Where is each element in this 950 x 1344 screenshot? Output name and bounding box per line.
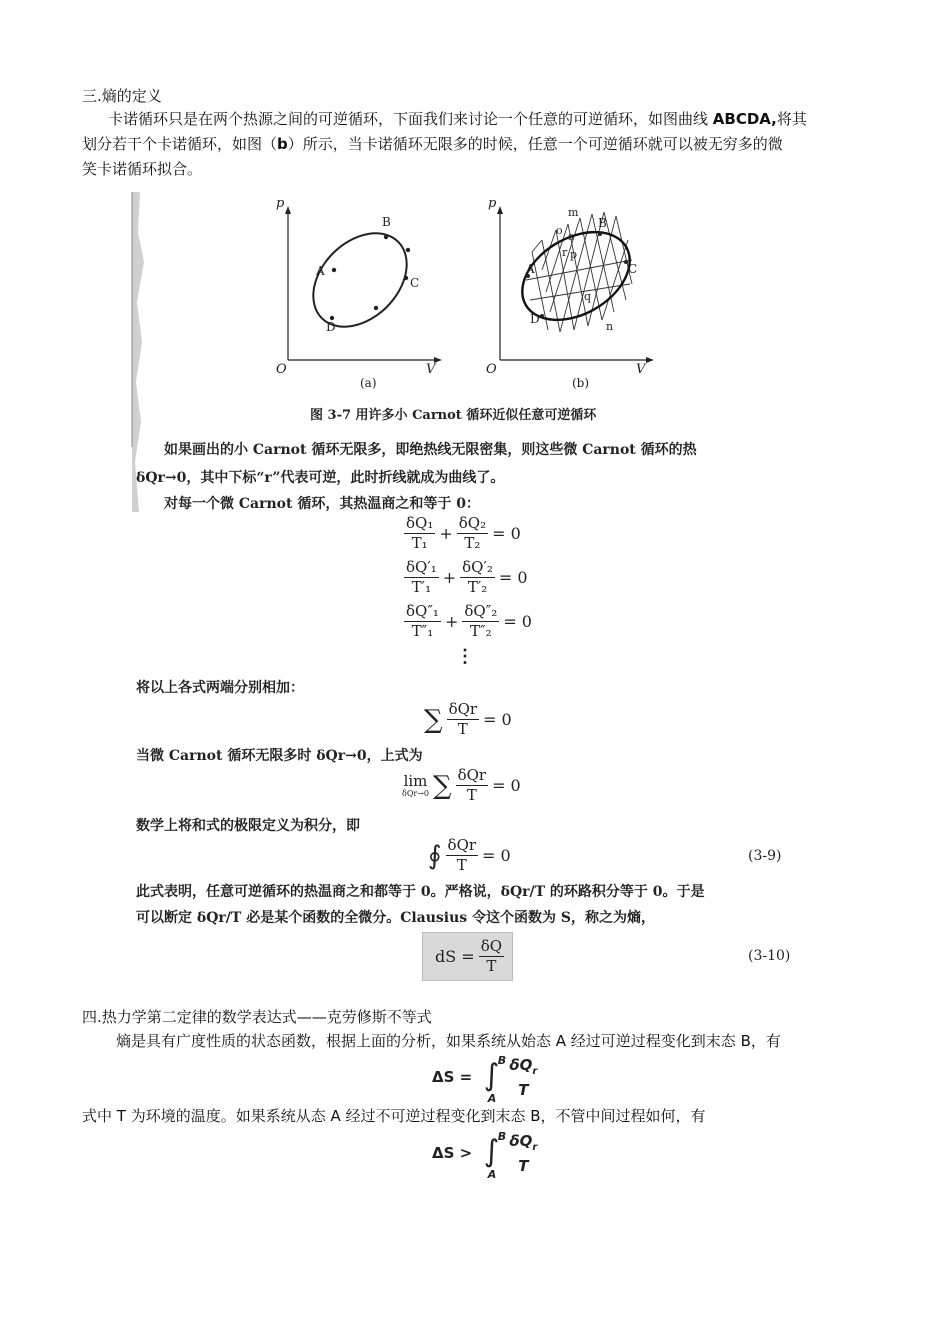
paragraph-line-3: 笑卡诺循环拟合。 xyxy=(82,160,203,178)
vertical-ellipsis: ⋮ xyxy=(456,646,474,667)
point-c-label-b: C xyxy=(628,262,638,276)
point-a-label: A xyxy=(316,264,325,278)
frac-den: T xyxy=(466,786,477,804)
point-s-label: s xyxy=(568,230,574,243)
paragraph-line-1 xyxy=(108,107,807,131)
frac-den: T″₁ xyxy=(411,622,434,640)
point-n-label: n xyxy=(606,320,614,333)
text-segment: 将其 xyxy=(776,110,807,128)
frac-num: δQ′₂ xyxy=(462,558,493,576)
axis-v-label-b: V xyxy=(636,362,646,377)
integral-symbol: ∫ xyxy=(483,1058,500,1093)
equation-rhs: = 0 xyxy=(498,568,528,587)
point-b-label-b: B xyxy=(598,216,607,230)
scan-text-line-3: 对每一个微 Carnot 循环，其热温商之和等于 0： xyxy=(164,496,480,512)
sum-symbol: ∑ xyxy=(424,704,443,735)
figure-b-pv-diagram xyxy=(480,200,660,390)
equation-rhs: = 0 xyxy=(503,612,532,631)
scanned-textbook-page xyxy=(128,192,808,992)
scan-text-line-1: 如果画出的小 Carnot 循环无限多，即绝热线无限密集，则这些微 Carnot 循环的热 xyxy=(164,442,697,458)
frac-num: δQ xyxy=(480,937,503,955)
point-p-label: p xyxy=(570,248,578,261)
origin-label-b: O xyxy=(486,362,497,377)
bold-b: b xyxy=(277,135,288,153)
formula-numerator: δQ xyxy=(509,1055,533,1074)
subfigure-a-label: (a) xyxy=(360,376,377,390)
frac-num: δQ″₁ xyxy=(406,602,439,620)
point-d-label: D xyxy=(326,320,336,334)
figure-caption: 图 3-7 用许多小 Carnot 循环近似任意可逆循环 xyxy=(310,408,597,423)
lim-subscript: δQr→0 xyxy=(402,788,429,798)
sum-symbol: ∑ xyxy=(433,770,452,801)
integral-symbol: ∫ xyxy=(483,1134,500,1169)
figure-a-pv-diagram xyxy=(268,200,448,390)
frac-num: δQr xyxy=(447,836,477,854)
axis-v-label-a: V xyxy=(426,362,436,377)
frac-den: T₂ xyxy=(464,534,481,552)
text-segment: 卡诺循环只是在两个热源之间的可逆循环，下面我们来讨论一个任意的可逆循环，如图曲线 xyxy=(108,110,713,128)
scan-text-line-5: 当微 Carnot 循环无限多时 δQr→0，上式为 xyxy=(136,748,423,764)
point-d-label-b: D xyxy=(530,312,540,326)
frac-num: δQ₂ xyxy=(458,514,487,532)
equation-number-3-10: (3-10) xyxy=(748,948,791,964)
formula-numerator: δQ xyxy=(509,1131,533,1150)
point-m-label: m xyxy=(568,206,579,219)
equation-rhs: = 0 xyxy=(492,776,521,795)
bold-abcda: ABCDA, xyxy=(712,110,777,128)
frac-den: T′₂ xyxy=(467,578,488,596)
carnot-equation-2: $\frac{\text{δQ′₁}}{\text{T′₁}}$ + $\frac{\text{δQ′₂}}{\text{T′₂}}$ = 0 xyxy=(406,558,528,596)
formula-subscript: r xyxy=(532,1065,538,1077)
scan-text-line-8: 可以断定 δQr/T 必是某个函数的全微分。Clausius 令这个函数为 S，称之为熵， xyxy=(136,910,656,926)
frac-num: δQ₁ xyxy=(406,514,434,532)
section-heading-second-law: 四.热力学第二定律的数学表达式——克劳修斯不等式 xyxy=(82,1008,432,1026)
paragraph-line-2 xyxy=(82,132,783,156)
sum-equation xyxy=(420,700,516,739)
formula-denominator: T xyxy=(518,1156,529,1175)
frac-den: T xyxy=(457,720,468,738)
frac-den: T xyxy=(486,957,497,975)
frac-den: T″₂ xyxy=(470,622,492,640)
section4-paragraph-2: 式中 T 为环境的温度。如果系统从态 A 经过不可逆过程变化到末态 B，不管中间过程如何，有 xyxy=(82,1107,706,1125)
text-segment: 划分若干个卡诺循环，如图（ xyxy=(82,135,278,153)
contour-integral-symbol: ∮ xyxy=(428,840,442,871)
carnot-equation-1: $\frac{\text{δQ₁}}{\text{T₁}}$ + $\frac{\text{δQ₂}}{\text{T₂}}$ = 0 xyxy=(406,514,521,552)
text-segment: ）所示，当卡诺循环无限多的时候，任意一个可逆循环就可以被无穷多的微 xyxy=(287,135,783,153)
scan-text-line-4: 将以上各式两端分别相加： xyxy=(136,680,304,696)
frac-num: δQr xyxy=(457,766,487,784)
subfigure-b-label: (b) xyxy=(572,376,590,390)
integral-upper-limit: B xyxy=(497,1130,507,1143)
frac-num: δQr xyxy=(448,700,478,718)
point-c-label: C xyxy=(410,276,420,290)
entropy-definition-equation xyxy=(422,932,513,981)
axis-p-label-b: p xyxy=(488,196,497,211)
equation-lhs: dS = xyxy=(435,947,475,966)
section4-paragraph-1: 熵是具有广度性质的状态函数，根据上面的分析，如果系统从始态 A 经过可逆过程变化到末态 B，有 xyxy=(116,1032,781,1050)
formula-denominator: T xyxy=(518,1080,529,1099)
integral-lower-limit: A xyxy=(487,1168,497,1181)
frac-den: T xyxy=(456,856,467,874)
frac-num: δQ″₂ xyxy=(464,602,498,620)
point-r-label: r xyxy=(562,246,568,259)
reversible-entropy-formula xyxy=(428,1054,538,1105)
scan-edge-artifact xyxy=(128,192,152,512)
lim-text: lim xyxy=(403,771,428,790)
section-heading-entropy: 三.熵的定义 xyxy=(82,87,162,105)
scan-text-line-7: 此式表明，任意可逆循环的热温商之和都等于 0。严格说，δQr/T 的环路积分等于 0。于是 xyxy=(136,884,705,900)
integral-lower-limit: A xyxy=(487,1092,497,1105)
frac-num: δQ′₁ xyxy=(406,558,437,576)
formula-lhs: ΔS > xyxy=(432,1144,473,1162)
point-b-label: B xyxy=(382,215,391,229)
point-q-label: q xyxy=(584,290,592,303)
equation-rhs: = 0 xyxy=(492,524,521,543)
point-a-label-b: A xyxy=(526,262,535,276)
carnot-equation-3: $\frac{\text{δQ″₁}}{\text{T″₁}}$ + $\frac{\text{δQ″₂}}{\text{T″₂}}$ = 0 xyxy=(406,602,532,640)
equation-number-3-9: (3-9) xyxy=(748,848,782,864)
formula-subscript: r xyxy=(532,1141,538,1153)
limit-equation xyxy=(402,766,525,805)
origin-label-a: O xyxy=(276,362,287,377)
frac-den: T₁ xyxy=(411,534,428,552)
equation-rhs: = 0 xyxy=(483,710,512,729)
irreversible-entropy-inequality xyxy=(428,1130,538,1181)
axis-p-label-a: p xyxy=(276,196,285,211)
closed-integral-equation xyxy=(424,836,515,875)
scan-text-line-6: 数学上将和式的极限定义为积分，即 xyxy=(136,818,360,834)
integral-upper-limit: B xyxy=(497,1054,507,1067)
formula-lhs: ΔS = xyxy=(432,1068,473,1086)
scan-text-line-2: δQr→0，其中下标“r”代表可逆，此时折线就成为曲线了。 xyxy=(136,470,505,486)
point-o-label: o xyxy=(556,224,563,237)
frac-den: T′₁ xyxy=(411,578,432,596)
equation-rhs: = 0 xyxy=(482,846,511,865)
